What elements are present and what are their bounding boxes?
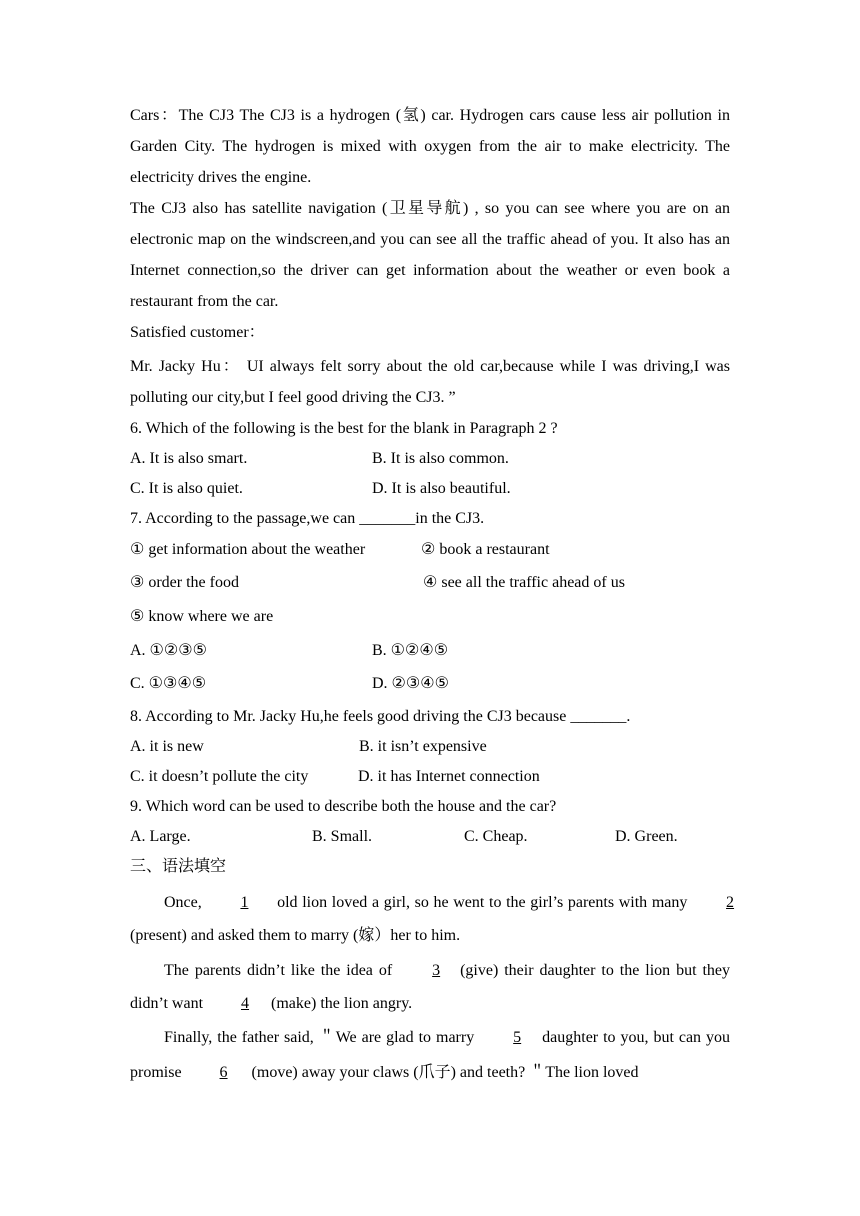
grammar-text: Once, (164, 894, 202, 911)
question-8-option-b[interactable]: B. it isn’t expensive (359, 738, 487, 755)
question-9-option-c[interactable]: C. Cheap. (464, 828, 528, 845)
grammar-text: (move) away your claws (爪子) and teeth? ＂The lion loved (251, 1064, 639, 1081)
question-7-item-3: ③ order the food (130, 574, 239, 591)
question-9-option-d[interactable]: D. Green. (615, 828, 678, 845)
question-6-option-a[interactable]: A. It is also smart. (130, 450, 248, 467)
question-7-item-5: ⑤ know where we are (130, 608, 274, 625)
passage-paragraph-navigation: The CJ3 also has satellite navigation (卫星导航) , so you can see where you are on an electronic map on the windscreen,and you can see all the traffic ahead of you. It also has an Internet connection,so the driver can get information about the weather or even book a restaurant from the car. (130, 200, 730, 310)
question-7-option-c[interactable]: C. ①③④⑤ (130, 675, 207, 692)
question-7-item-1: ① get information about the weather (130, 541, 366, 558)
question-7-item-4: ④ see all the traffic ahead of us (423, 574, 625, 591)
question-7-item-2: ② book a restaurant (421, 541, 550, 558)
passage-paragraph-cars: Cars：The CJ3 The CJ3 is a hydrogen (氢) car. Hydrogen cars cause less air pollution in Garden City. The hydrogen is mixed with oxygen from the air to make electricity. The electricity drives the engine. (130, 107, 730, 186)
grammar-text: The parents didn’t like the idea of (164, 962, 393, 979)
question-7-option-b[interactable]: B. ①②④⑤ (372, 642, 449, 659)
grammar-text: Finally, the father said, ＂We are glad to marry (164, 1029, 475, 1046)
question-8-option-c[interactable]: C. it doesn’t pollute the city (130, 768, 309, 785)
grammar-text: old lion loved a girl, so he went to the girl’s parents with many (277, 894, 688, 911)
question-6-option-b[interactable]: B. It is also common. (372, 450, 509, 467)
customer-quote: Mr. Jacky Hu： UI always felt sorry about the old car,because while I was driving,I was polluting our city,but I feel good driving the CJ3. ” (130, 358, 730, 406)
question-6-option-d[interactable]: D. It is also beautiful. (372, 480, 511, 497)
question-7-option-d[interactable]: D. ②③④⑤ (372, 675, 449, 692)
question-7-option-a[interactable]: A. ①②③⑤ (130, 642, 207, 659)
question-6-option-c[interactable]: C. It is also quiet. (130, 480, 243, 497)
grammar-text: (give) their daughter to the lion but they didn’t want (130, 962, 731, 1012)
question-8-stem: 8. According to Mr. Jacky Hu,he feels good driving the CJ3 because _______. (130, 708, 631, 725)
question-8-option-a[interactable]: A. it is new (130, 738, 204, 755)
question-6-stem: 6. Which of the following is the best for the blank in Paragraph 2 ? (130, 420, 558, 437)
customer-heading: Satisfied customer： (130, 324, 265, 341)
blank-1[interactable]: 1 (240, 894, 249, 911)
question-8-option-d[interactable]: D. it has Internet connection (358, 768, 540, 785)
question-9-option-b[interactable]: B. Small. (312, 828, 373, 845)
blank-2[interactable]: 2 (726, 894, 735, 911)
grammar-text: daughter to you, but can you promise (130, 1029, 731, 1081)
grammar-paragraph-1 (130, 886, 735, 952)
grammar-text: (present) and asked them to marry (嫁）her to him. (130, 927, 461, 944)
grammar-paragraph-3 (130, 1020, 730, 1090)
blank-6[interactable]: 6 (219, 1064, 228, 1081)
question-7-stem: 7. According to the passage,we can _______in the CJ3. (130, 510, 485, 527)
grammar-text: (make) the lion angry. (271, 995, 413, 1012)
grammar-paragraph-2 (130, 954, 730, 1020)
blank-4[interactable]: 4 (241, 995, 250, 1012)
question-9-option-a[interactable]: A. Large. (130, 828, 191, 845)
question-9-stem: 9. Which word can be used to describe both the house and the car? (130, 798, 557, 815)
blank-5[interactable]: 5 (513, 1029, 522, 1046)
blank-3[interactable]: 3 (432, 962, 441, 979)
section-heading-grammar: 三、语法填空 (130, 858, 227, 875)
